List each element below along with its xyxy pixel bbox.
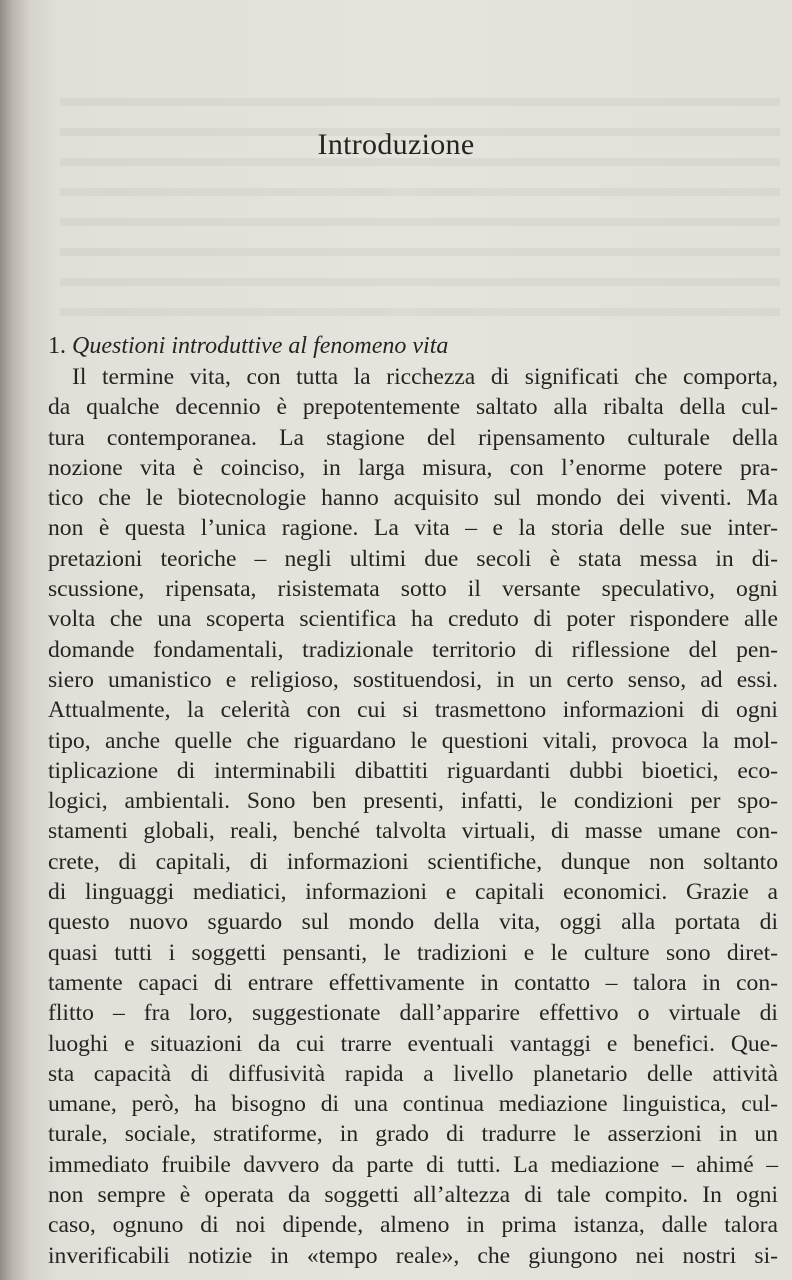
text-line: quasi tutti i soggetti pensanti, le tradizioni e le culture sono diret- [48,939,778,966]
text-line: tico che le biotecnologie hanno acquisito sul mondo dei viventi. Ma [48,485,778,512]
text-line: turale, sociale, stratiforme, in grado di tradurre le asserzioni in un [48,1121,778,1148]
bleed-through-text [60,80,780,320]
text-line: tamente capaci di entrare effettivamente in contatto – talora in con- [48,969,778,996]
text-line: sta capacità di diffusività rapida a livello planetario delle attività [48,1060,778,1087]
text-line: crete, di capitali, di informazioni scientifiche, dunque non soltanto [48,848,778,875]
text-line: Il termine vita, con tutta la ricchezza di significati che comporta, [72,364,778,390]
text-line: flitto – fra loro, suggestionate dall’apparire effettivo o virtuale di [48,1000,778,1027]
text-line: tipo, anche quelle che riguardano le questioni vitali, provoca la mol- [48,727,778,754]
text-line: inverificabili notizie in «tempo reale», che giungono nei nostri si- [48,1242,778,1269]
text-line: nozione vita è coinciso, in larga misura, con l’enorme potere pra- [48,454,778,481]
text-line: non è questa l’unica ragione. La vita – e la storia delle sue inter- [48,515,778,542]
text-line: tura contemporanea. La stagione del ripensamento culturale della [48,424,778,451]
text-line: di linguaggi mediatici, informazioni e capitali economici. Grazie a [48,879,778,906]
text-line: immediato fruibile davvero da parte di tutti. La mediazione – ahimé – [48,1151,778,1178]
section-heading [48,333,448,360]
text-line: domande fondamentali, tradizionale territorio di riflessione del pen- [48,636,778,663]
text-line: siero umanistico e religioso, sostituendosi, in un certo senso, ad essi. [48,666,778,693]
section-title: Questioni introduttive al fenomeno vita [72,333,449,359]
text-line: Attualmente, la celerità con cui si trasmettono informazioni di ogni [48,697,778,724]
text-line: questo nuovo sguardo sul mondo della vita, oggi alla portata di [48,909,778,936]
text-line: pretazioni teoriche – negli ultimi due secoli è stata messa in di- [48,545,778,572]
text-line: logici, ambientali. Sono ben presenti, infatti, le condizioni per spo- [48,788,778,815]
section-number: 1. [48,333,66,359]
text-line: volta che una scoperta scientifica ha creduto di poter rispondere alle [48,606,778,633]
text-line: scussione, ripensata, risistemata sotto il versante speculativo, ogni [48,576,778,603]
text-line: stamenti globali, reali, benché talvolta virtuali, di masse umane con- [48,818,778,845]
text-line: da qualche decennio è prepotentemente saltato alla ribalta della cul- [48,394,778,421]
text-line: tiplicazione di interminabili dibattiti riguardanti dubbi bioetici, eco- [48,757,778,784]
chapter-title: Introduzione [317,128,475,161]
body-text [48,362,778,1271]
text-line: non sempre è operata da soggetti all’altezza di tale compito. In ogni [48,1182,778,1209]
text-line: caso, ognuno di noi dipende, almeno in prima istanza, dalle talora [48,1212,778,1239]
text-line: umane, però, ha bisogno di una continua mediazione linguistica, cul- [48,1091,778,1118]
text-line: luoghi e situazioni da cui trarre eventuali vantaggi e benefici. Que- [48,1030,778,1057]
